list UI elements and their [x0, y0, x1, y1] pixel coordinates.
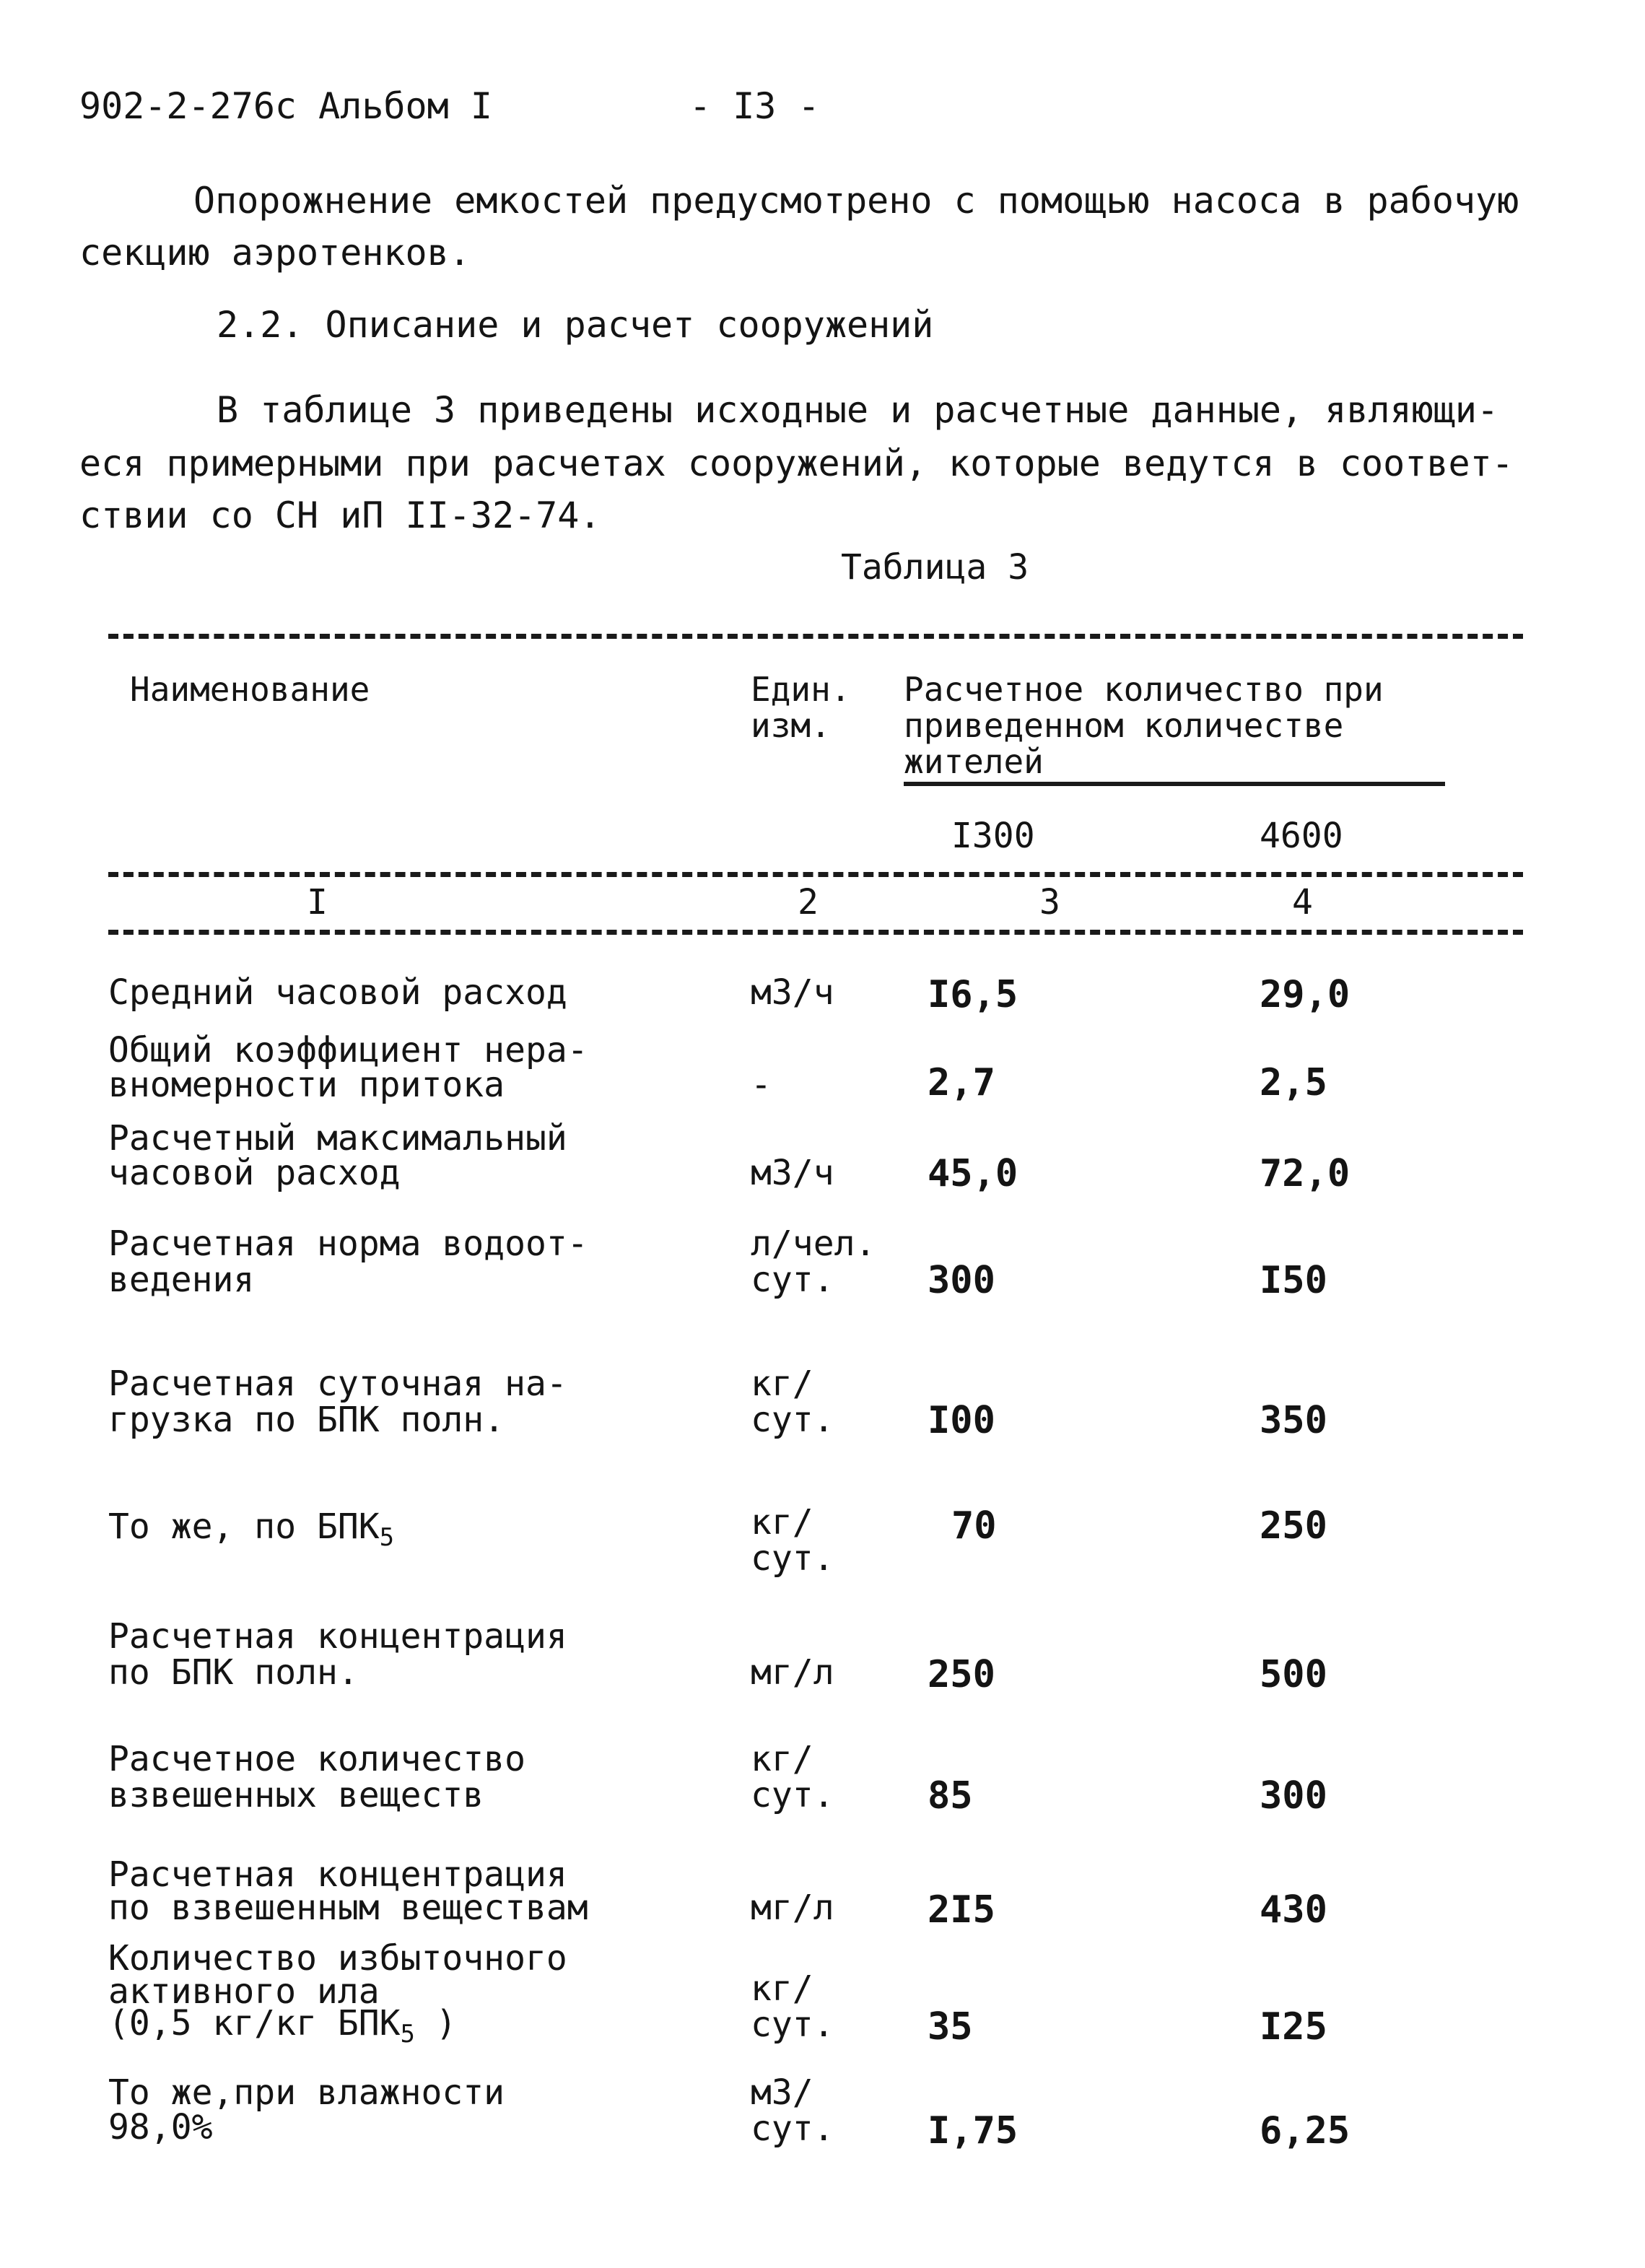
column-header-calc-line-2: приведенном количестве [904, 706, 1344, 745]
row-4-name-line-2: ведения [108, 1260, 255, 1300]
row-8-name-line-1: Расчетное количество [108, 1739, 525, 1779]
column-header-calc-line-3: жителей [904, 742, 1044, 781]
paragraph-2-line-2: еся примерными при расчетах сооружений, которые ведутся в соответ- [79, 442, 1514, 484]
row-8-unit-line-2: сут. [751, 1775, 834, 1815]
row-9-unit: мг/л [751, 1888, 834, 1928]
table-top-rule [108, 634, 1523, 639]
column-number-2: 2 [798, 882, 819, 923]
column-number-rule [108, 930, 1523, 935]
row-8-value-4600: 300 [1260, 1774, 1327, 1818]
row-2-name-line-1: Общий коэффициент нера- [108, 1030, 588, 1070]
row-11-value-4600: 6,25 [1260, 2109, 1351, 2153]
row-11-value-1300: I,75 [928, 2109, 1018, 2153]
table-title: Таблица 3 [841, 547, 1029, 588]
row-9-name-line-2: по взвешенным веществам [108, 1888, 588, 1928]
section-title: 2.2. Описание и расчет сооружений [217, 304, 934, 346]
row-5-unit-line-1: кг/ [751, 1364, 813, 1404]
header-bottom-rule [108, 872, 1523, 877]
row-8-value-1300: 85 [928, 1774, 973, 1818]
row-10-value-1300: 35 [928, 2005, 973, 2049]
row-7-name-line-1: Расчетная концентрация [108, 1616, 567, 1657]
row-4-unit-line-1: л/чел. [751, 1224, 876, 1264]
row-6-name [108, 1506, 394, 1556]
paragraph-2-line-3: ствии со СН иП II-32-74. [79, 494, 601, 536]
paragraph-1-line-1: Опорожнение емкостей предусмотрено с помощью насоса в рабочую [193, 180, 1519, 222]
row-6-unit-line-1: кг/ [751, 1502, 813, 1543]
row-7-value-1300: 250 [928, 1653, 995, 1696]
row-4-name-line-1: Расчетная норма водоот- [108, 1224, 588, 1264]
row-3-value-1300: 45,0 [928, 1152, 1018, 1195]
row-5-value-4600: 350 [1260, 1399, 1327, 1442]
row-3-name-line-2: часовой расход [108, 1153, 401, 1193]
row-2-value-1300: 2,7 [928, 1061, 995, 1104]
row-6-name-subscript: 5 [379, 1523, 394, 1552]
row-3-unit: м3/ч [751, 1153, 834, 1193]
row-7-name-line-2: по БПК полн. [108, 1652, 359, 1693]
document-code: 902-2-276с Альбом I [79, 85, 492, 127]
row-10-name-line-2: активного ила [108, 1971, 380, 2012]
row-9-value-4600: 430 [1260, 1888, 1327, 1932]
row-6-name-text: То же, по БПК [108, 1506, 380, 1547]
row-8-unit-line-1: кг/ [751, 1739, 813, 1779]
row-8-name-line-2: взвешенных веществ [108, 1775, 484, 1815]
paragraph-2-line-1: В таблице 3 приведены исходные и расчетные данные, являющи- [217, 389, 1499, 431]
row-1-name: Средний часовой расход [108, 972, 567, 1013]
row-7-unit: мг/л [751, 1652, 834, 1693]
row-11-name-line-2: 98,0% [108, 2107, 213, 2147]
row-10-unit-line-2: сут. [751, 2005, 834, 2045]
row-2-name-line-2: вномерности притока [108, 1065, 505, 1105]
row-5-name-line-2: грузка по БПК полн. [108, 1400, 505, 1440]
row-10-name-line-3-end: ) [414, 2003, 457, 2044]
population-4600: 4600 [1260, 816, 1343, 856]
row-7-value-4600: 500 [1260, 1653, 1327, 1696]
row-5-name-line-1: Расчетная суточная на- [108, 1364, 567, 1404]
row-5-value-1300: I00 [928, 1399, 995, 1442]
row-10-name-line-3-subscript: 5 [400, 2020, 415, 2049]
column-number-3: 3 [1039, 882, 1060, 923]
row-1-unit: м3/ч [751, 972, 834, 1013]
row-10-unit-line-1: кг/ [751, 1968, 813, 2009]
row-1-value-4600: 29,0 [1260, 973, 1351, 1016]
row-11-name-line-1: То же,при влажности [108, 2072, 505, 2113]
row-4-value-4600: I50 [1260, 1259, 1327, 1302]
row-11-unit-line-1: м3/ [751, 2072, 813, 2113]
row-10-value-4600: I25 [1260, 2005, 1327, 2049]
column-number-1: I [307, 882, 328, 923]
row-3-value-4600: 72,0 [1260, 1152, 1351, 1195]
paragraph-1-line-2: секцию аэротенков. [79, 232, 471, 274]
row-3-name-line-1: Расчетный максимальный [108, 1118, 567, 1159]
population-1300: I300 [951, 816, 1035, 856]
header-underline [904, 782, 1445, 786]
row-5-unit-line-2: сут. [751, 1400, 834, 1440]
row-9-name-line-1: Расчетная концентрация [108, 1854, 567, 1895]
row-4-unit-line-2: сут. [751, 1260, 834, 1300]
row-6-value-1300: 70 [951, 1504, 997, 1548]
row-4-value-1300: 300 [928, 1259, 995, 1302]
row-6-value-4600: 250 [1260, 1504, 1327, 1548]
column-header-name: Наименование [130, 670, 370, 709]
column-header-calc-line-1: Расчетное количество при [904, 670, 1384, 709]
row-10-name-line-3 [108, 2005, 457, 2052]
row-10-name-line-3-text: (0,5 кг/кг БПК [108, 2003, 401, 2044]
row-2-unit: - [751, 1065, 772, 1105]
row-10-name-line-1: Количество избыточного [108, 1938, 567, 1979]
column-header-unit-line-1: Един. [751, 670, 851, 709]
row-6-unit-line-2: сут. [751, 1538, 834, 1579]
row-9-value-1300: 2I5 [928, 1888, 995, 1932]
column-header-unit-line-2: изм. [751, 706, 831, 745]
row-2-value-4600: 2,5 [1260, 1061, 1327, 1104]
row-1-value-1300: I6,5 [928, 973, 1018, 1016]
column-number-4: 4 [1292, 882, 1313, 923]
page-number: - I3 - [689, 85, 820, 127]
row-11-unit-line-2: сут. [751, 2108, 834, 2149]
